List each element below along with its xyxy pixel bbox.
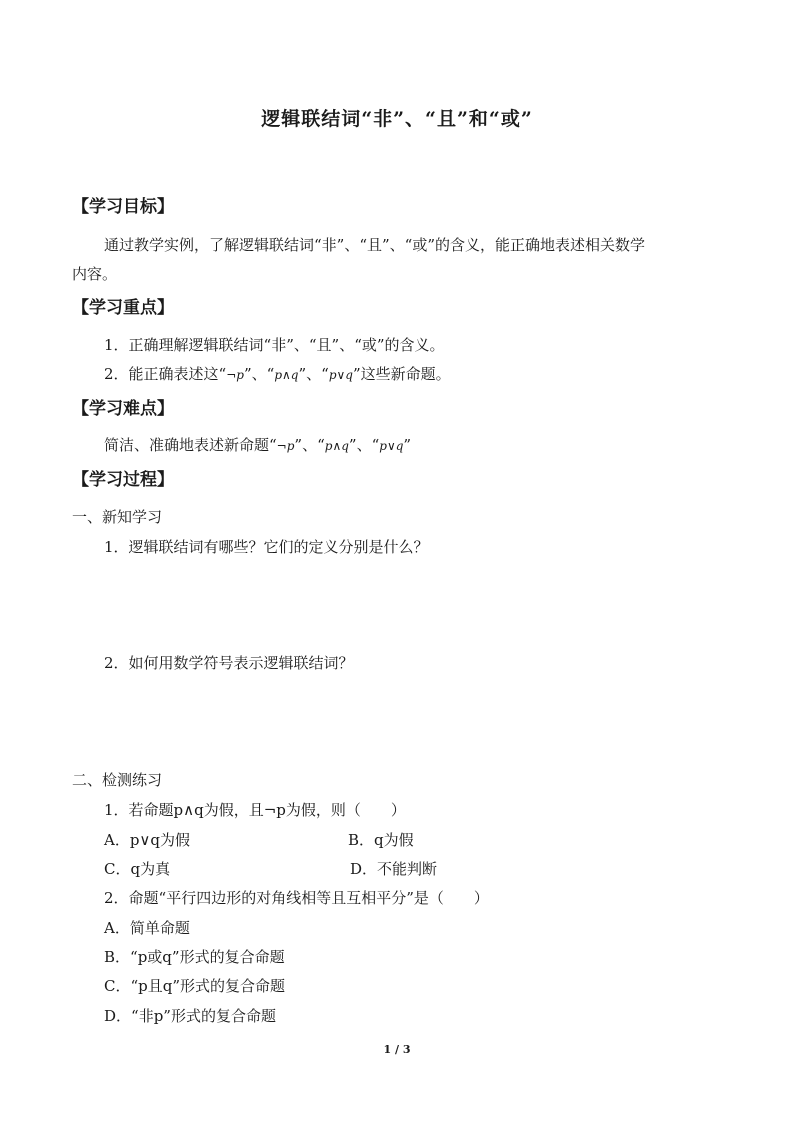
q2-option-d: D．“非p”形式的复合命题 [104,1007,276,1025]
q1-option-b: B．q为假 [348,831,414,849]
q1-option-d: D．不能判断 [350,860,438,878]
formula-p-or-q: p∨q [328,368,353,382]
goals-text-line2: 内容。 [72,265,118,283]
practice-question-1: 1．若命题p∧q为假，且¬p为假，则（ ） [104,801,406,819]
q2-option-b: B．“p或q”形式的复合命题 [104,948,285,966]
section-practice: 二、检测练习 [72,771,163,789]
formula-not-p: ¬p [226,368,244,382]
difficulties-text [104,434,411,455]
key-point-2-prefix: 2．能正确表述这“ [104,365,227,383]
new-knowledge-question-2: 2．如何用数学符号表示逻辑联结词？ [104,654,354,672]
goals-text-line1: 通过教学实例，了解逻辑联结词“非”、“且”、“或”的含义，能正确地表述相关数学 [104,236,646,254]
separator: ”、“ [348,436,380,454]
key-point-2-suffix: ”这些新命题。 [352,365,451,383]
formula-p-and-q: p∧q [274,368,299,382]
q1-option-a: A．p∨q为假 [104,831,191,849]
heading-difficulties: 【学习难点】 [72,399,174,419]
new-knowledge-question-1: 1．逻辑联结词有哪些？它们的定义分别是什么？ [104,538,429,556]
separator: ”、“ [243,365,275,383]
key-point-1: 1．正确理解逻辑联结词“非”、“且”、“或”的含义。 [104,336,445,354]
formula-not-p: ¬p [276,439,295,453]
difficulties-suffix: ” [403,436,412,454]
formula-p-and-q: p∧q [324,439,349,453]
separator: ”、“ [298,365,329,383]
heading-key-points: 【学习重点】 [72,298,174,318]
document-title: 逻辑联结词“非”、“且”和“或” [261,108,533,130]
q1-option-c: C．q为真 [104,860,171,878]
q2-option-c: C．“p且q”形式的复合命题 [104,977,286,995]
section-new-knowledge: 一、新知学习 [72,508,163,526]
page-number: 1 / 3 [383,1043,411,1056]
heading-goals: 【学习目标】 [72,197,174,217]
key-point-2 [104,363,451,384]
heading-process: 【学习过程】 [72,470,174,490]
practice-question-2: 2．命题“平行四边形的对角线相等且互相平分”是（ ） [104,889,489,907]
q2-option-a: A．简单命题 [104,919,190,937]
separator: ”、“ [294,436,325,454]
difficulties-prefix: 简洁、准确地表述新命题“ [104,436,277,454]
formula-p-or-q: p∨q [379,439,404,453]
